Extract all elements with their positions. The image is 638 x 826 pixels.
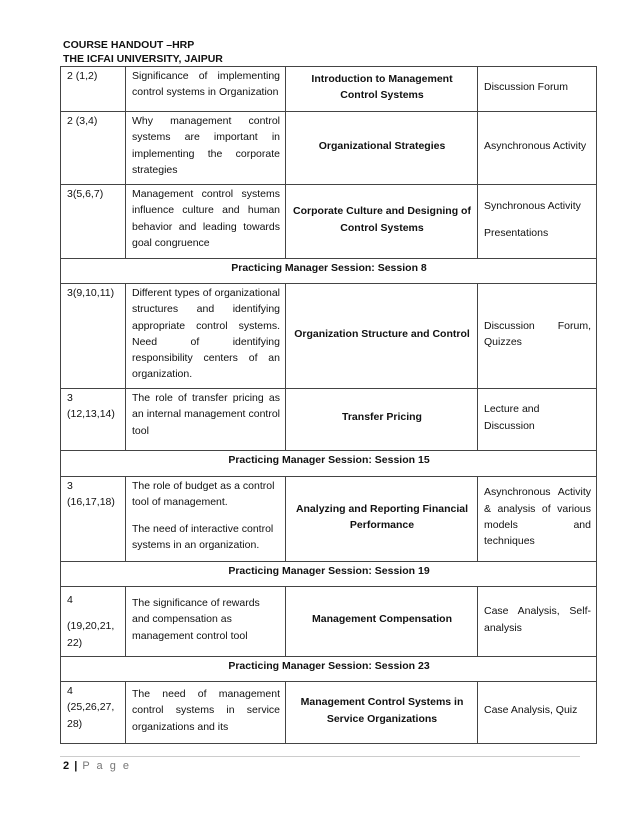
topic-cell: Management Compensation [286, 587, 478, 657]
topic-cell: Introduction to Management Control Systems [286, 67, 478, 112]
unit-cell: 2 (3,4) [61, 112, 126, 185]
session-cell: Practicing Manager Session: Session 8 [61, 259, 597, 284]
description-cell: The role of budget as a control tool of management. The need of interactive control systems in an organization. [126, 477, 286, 562]
topic-cell: Organizational Strategies [286, 112, 478, 185]
header-course-title: COURSE HANDOUT –HRP [63, 39, 195, 51]
description-cell: Different types of organizational structures and identifying appropriate control systems. Need of identifying responsibility centers of an organization. [126, 284, 286, 389]
description-cell: The need of management control systems in service organizations and its [126, 682, 286, 744]
unit-cell: 4 (25,26,27,28) [61, 682, 126, 744]
footer-separator: | [74, 760, 78, 772]
topic-cell: Analyzing and Reporting Financial Performance [286, 477, 478, 562]
table-row [61, 587, 597, 657]
session-cell: Practicing Manager Session: Session 23 [61, 657, 597, 682]
mode-cell: Discussion Forum [478, 67, 597, 112]
table-row [61, 112, 597, 185]
page-number: 2 [63, 760, 70, 772]
description-cell: Significance of implementing control systems in Organization [126, 67, 286, 112]
mode-cell: Lecture and Discussion [478, 389, 597, 451]
session-cell: Practicing Manager Session: Session 19 [61, 562, 597, 587]
schedule-table [60, 66, 597, 744]
mode-cell: Synchronous Activity Presentations [478, 185, 597, 259]
table-row [61, 185, 597, 259]
description-cell: The significance of rewards and compensation as management control tool [126, 587, 286, 657]
table-row [61, 477, 597, 562]
unit-cell: 3 (12,13,14) [61, 389, 126, 451]
unit-cell: 2 (1,2) [61, 67, 126, 112]
description-cell: Management control systems influence culture and human behavior and leading towards goal congruence [126, 185, 286, 259]
topic-cell: Management Control Systems in Service Organizations [286, 682, 478, 744]
topic-cell: Corporate Culture and Designing of Control Systems [286, 185, 478, 259]
header-university: THE ICFAI UNIVERSITY, JAIPUR [63, 53, 223, 65]
mode-cell: Discussion Forum, Quizzes [478, 284, 597, 389]
page-footer [63, 760, 131, 772]
session-cell: Practicing Manager Session: Session 15 [61, 451, 597, 477]
mode-cell: Case Analysis, Quiz [478, 682, 597, 744]
unit-cell: 3(5,6,7) [61, 185, 126, 259]
unit-cell: 4 (19,20,21,22) [61, 587, 126, 657]
mode-cell: Case Analysis, Self-analysis [478, 587, 597, 657]
table-row [61, 67, 597, 112]
footer-divider [60, 756, 580, 757]
mode-cell: Asynchronous Activity & analysis of various models and techniques [478, 477, 597, 562]
session-row [61, 451, 597, 477]
unit-cell: 3 (16,17,18) [61, 477, 126, 562]
session-row [61, 657, 597, 682]
table-row [61, 682, 597, 744]
unit-cell: 3(9,10,11) [61, 284, 126, 389]
table-row [61, 284, 597, 389]
mode-cell: Asynchronous Activity [478, 112, 597, 185]
session-row [61, 259, 597, 284]
table-row [61, 389, 597, 451]
description-cell: The role of transfer pricing as an internal management control tool [126, 389, 286, 451]
description-cell: Why management control systems are important in implementing the corporate strategies [126, 112, 286, 185]
topic-cell: Organization Structure and Control [286, 284, 478, 389]
page-header [63, 38, 223, 66]
session-row [61, 562, 597, 587]
page-label: P a g e [82, 760, 131, 772]
topic-cell: Transfer Pricing [286, 389, 478, 451]
